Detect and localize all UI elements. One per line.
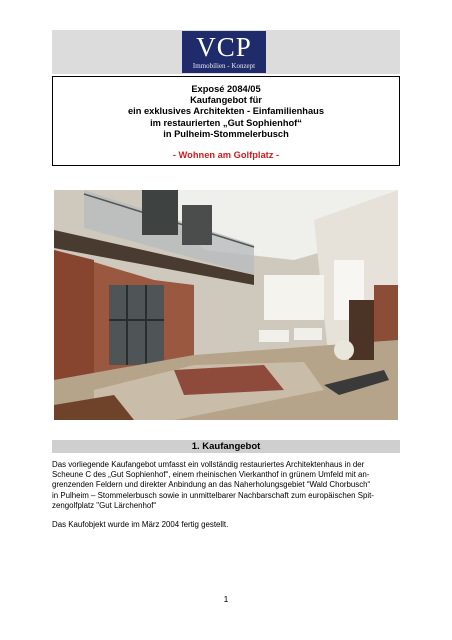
paragraph-line: zengolfplatz "Gut Lärchenhof“: [52, 500, 157, 510]
paragraph-line: grenzenden Feldern und direkter Anbindung an das Naherholungsgebiet “Wald Chorbusch“: [52, 480, 371, 490]
paragraph-line: in Pulheim – Stommelerbusch sowie in unmittelbarer Nachbarschaft zum europäischen Spit-: [52, 490, 374, 500]
title-line-5: in Pulheim-Stommelerbusch: [163, 128, 289, 139]
title-line-4: im restaurierten „Gut Sophienhof“: [150, 117, 302, 128]
paragraph-line: Das vorliegende Kaufangebot umfasst ein vollständig restauriertes Architektenhaus in der: [52, 460, 365, 469]
slogan: - Wohnen am Golfplatz -: [172, 150, 280, 161]
logo-subtitle: Immobilien - Konzept: [192, 62, 256, 70]
company-logo: [182, 31, 266, 73]
expose-title-box: [52, 76, 400, 166]
completion-paragraph: Das Kaufobjekt wurde im März 2004 fertig gestellt.: [52, 520, 229, 529]
paragraph-line: Scheune C des „Gut Sophienhof“, einem rheinischen Vierkanthof in grünem Umfeld mit an-: [52, 470, 370, 480]
intro-paragraph: [52, 460, 400, 511]
title-line-3: ein exklusives Architekten - Einfamilienhaus: [128, 106, 324, 117]
page-number: 1: [223, 594, 229, 604]
title-line-2: Kaufangebot für: [190, 95, 262, 106]
expose-number: Exposé 2084/05: [191, 84, 261, 94]
section-heading: 1. Kaufangebot: [52, 440, 400, 453]
logo-mark: VCP: [196, 32, 252, 62]
interior-photo: [54, 190, 398, 420]
